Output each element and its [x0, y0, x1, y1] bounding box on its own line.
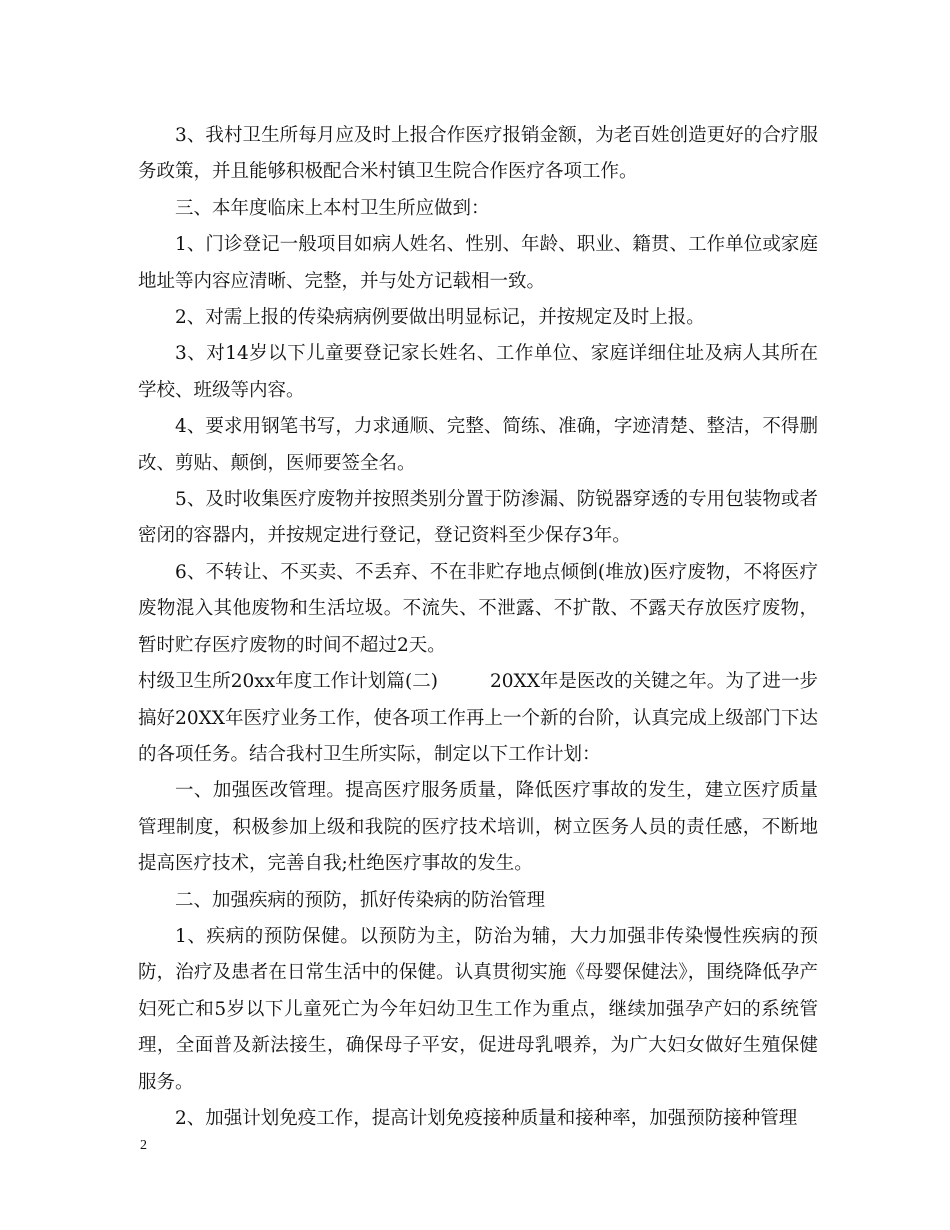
article-intro-paragraph	[138, 664, 818, 773]
section-heading: 三、本年度临床上本村卫生所应做到：	[175, 197, 490, 219]
paragraph: 6、不转让、不买卖、不丢弃、不在非贮存地点倾倒(堆放)医疗废物，不将医疗废物混入其他废物和生活垃圾。不流失、不泄露、不扩散、不露天存放医疗废物，暂时贮存医疗废物的时间不超过2天。	[138, 561, 818, 656]
paragraph: 1、门诊登记一般项目如病人姓名、性别、年龄、职业、籍贯、工作单位或家庭地址等内容应清晰、完整，并与处方记载相一致。	[138, 234, 818, 292]
article-title: 村级卫生所20xx年度工作计划篇(二)	[138, 671, 438, 693]
article-intro-text: 20XX年是医改的关键之年。为了进一步搞好20XX年医疗业务工作，使各项工作再上一个新的台阶，认真完成上级部门下达的各项任务。结合我村卫生所实际，制定以下工作计划：	[138, 671, 819, 765]
paragraph: 1、疾病的预防保健。以预防为主，防治为辅，大力加强非传染慢性疾病的预防，治疗及患者在日常生活中的保健。认真贯彻实施《母婴保健法》，围绕降低孕产妇死亡和5岁以下儿童死亡为今年妇幼卫生工作为重点，继续加强孕产妇的系统管理，全面普及新法接生，确保母子平安，促进母乳喂养，为广大妇女做好生殖保健服务。	[138, 925, 818, 1093]
paragraph: 5、及时收集医疗废物并按照类别分置于防渗漏、防锐器穿透的专用包装物或者密闭的容器内，并按规定进行登记，登记资料至少保存3年。	[138, 489, 818, 547]
section-heading: 二、加强疾病的预防，抓好传染病的防治管理	[175, 889, 546, 911]
page-number: 2	[140, 1138, 147, 1153]
paragraph: 3、我村卫生所每月应及时上报合作医疗报销金额，为老百姓创造更好的合疗服务政策，并且能够积极配合米村镇卫生院合作医疗各项工作。	[138, 125, 818, 183]
paragraph: 2、加强计划免疫工作，提高计划免疫接种质量和接种率，加强预防接种管理	[175, 1107, 798, 1129]
document-body	[138, 118, 818, 1137]
paragraph: 4、要求用钢笔书写，力求通顺、完整、简练、准确，字迹清楚、整洁，不得删改、剪贴、颠倒，医师要签全名。	[138, 416, 818, 474]
paragraph: 3、对14岁以下儿童要登记家长姓名、工作单位、家庭详细住址及病人其所在学校、班级等内容。	[138, 343, 818, 401]
section-heading: 一、加强医改管理。提高医疗服务质量，降低医疗事故的发生，建立医疗质量管理制度，积极参加上级和我院的医疗技术培训，树立医务人员的责任感，不断地提高医疗技术，完善自我;杜绝医疗事故的发生。	[138, 780, 818, 875]
paragraph: 2、对需上报的传染病病例要做出明显标记，并按规定及时上报。	[175, 307, 705, 329]
